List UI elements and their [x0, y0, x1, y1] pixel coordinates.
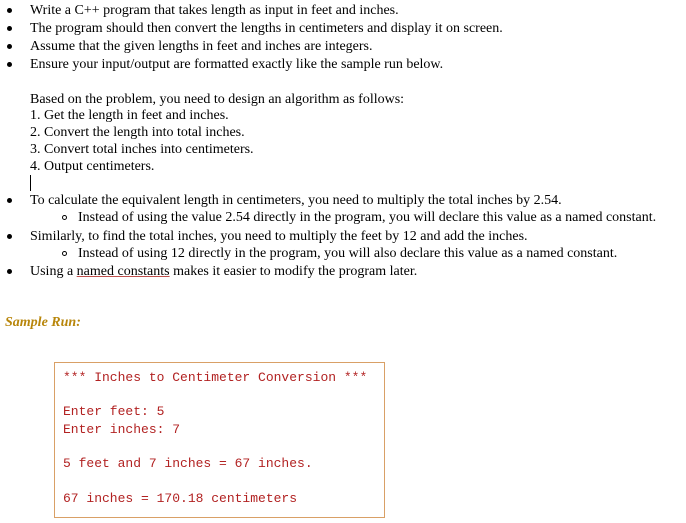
console-feet-prompt: Enter feet: 5	[63, 404, 165, 419]
sample-run-heading: Sample Run:	[5, 315, 81, 330]
console-title-line: *** Inches to Centimeter Conversion ***	[63, 370, 368, 385]
requirement-3: Assume that the given lengths in feet and inches are integers.	[30, 39, 373, 54]
sub-bullet-icon	[62, 251, 67, 256]
note-multiply-in: Similarly, to find the total inches, you need to multiply the feet by 12 and add the inches.	[30, 229, 528, 244]
algorithm-step-3: 3. Convert total inches into centimeters.	[30, 142, 254, 157]
note-multiply-cm: To calculate the equivalent length in centimeters, you need to multiply the total inches by 2.54.	[30, 193, 562, 208]
console-inches-prompt: Enter inches: 7	[63, 422, 181, 437]
bullet-icon	[7, 26, 12, 31]
bullet-icon	[7, 234, 12, 239]
note-multiply-cm-sub: Instead of using the value 2.54 directly in the program, you will declare this value as a named constant.	[78, 210, 657, 225]
console-result-line: 67 inches = 170.18 centimeters	[63, 491, 298, 506]
sub-bullet-icon	[62, 215, 67, 220]
note-constants-pre: Using a	[30, 264, 77, 279]
requirement-2: The program should then convert the lengths in centimeters and display it on screen.	[30, 21, 503, 36]
algorithm-step-4: 4. Output centimeters.	[30, 159, 155, 174]
console-total-line: 5 feet and 7 inches = 67 inches.	[63, 456, 313, 471]
note-constants	[30, 263, 417, 280]
bullet-icon	[7, 62, 12, 67]
bullet-icon	[7, 8, 12, 13]
bullet-icon	[7, 44, 12, 49]
console-output-box	[54, 362, 385, 518]
named-constants-link: named constants	[76, 264, 170, 279]
bullet-icon	[7, 269, 12, 274]
note-multiply-in-sub: Instead of using 12 directly in the program, you will also declare this value as a named constant.	[78, 246, 618, 261]
text-cursor	[30, 175, 31, 191]
bullet-icon	[7, 198, 12, 203]
note-constants-post: makes it easier to modify the program later.	[169, 264, 418, 279]
algorithm-step-1: 1. Get the length in feet and inches.	[30, 108, 229, 123]
requirement-1: Write a C++ program that takes length as input in feet and inches.	[30, 3, 399, 18]
requirement-4: Ensure your input/output are formatted exactly like the sample run below.	[30, 57, 444, 72]
algorithm-step-2: 2. Convert the length into total inches.	[30, 125, 245, 140]
algorithm-intro: Based on the problem, you need to design an algorithm as follows:	[30, 92, 405, 107]
